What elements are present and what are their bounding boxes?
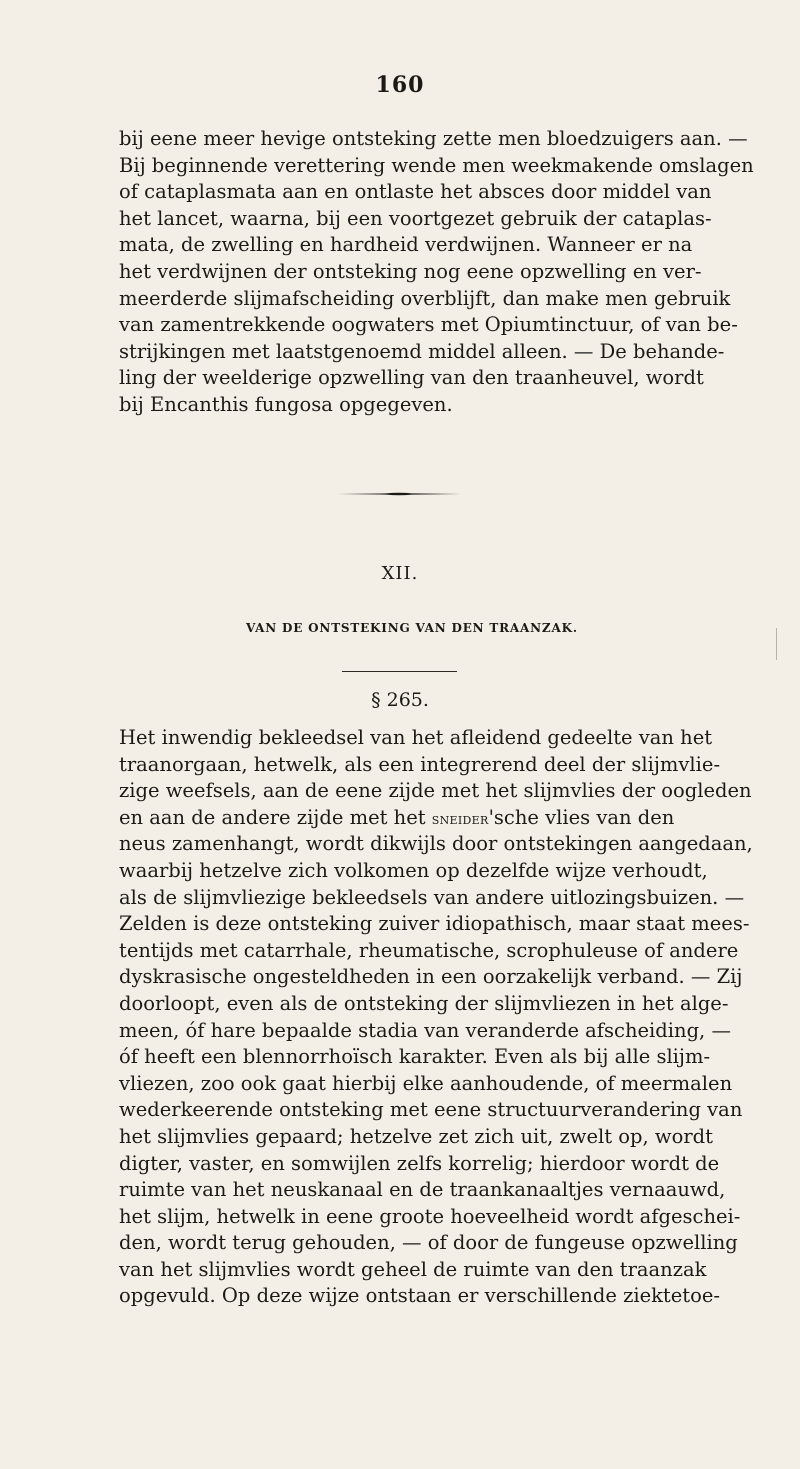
- text-line: bij eene meer hevige ontsteking zette men bloedzuigers aan. —: [119, 127, 748, 150]
- text-line: Het inwendig bekleedsel van het afleidend gedeelte van het: [119, 726, 713, 749]
- paragraph-continued: [119, 126, 787, 419]
- text-line: vliezen, zoo ook gaat hierbij elke aanhoudende, of meermalen: [119, 1071, 733, 1095]
- text-line: doorloopt, even als de ontsteking der slijmvliezen in het alge-: [119, 991, 729, 1015]
- text-line: neus zamenhangt, wordt dikwijls door ontstekingen aangedaan,: [119, 832, 753, 856]
- text-line: bij Encanthis fungosa opgegeven.: [119, 392, 453, 416]
- text-line: het slijm, hetwelk in eene groote hoeveelheid wordt afgeschei-: [119, 1204, 741, 1228]
- text-line: dyskrasische ongesteldheden in een oorzakelijk verband. — Zij: [119, 965, 743, 989]
- text-line: mata, de zwelling en hardheid verdwijnen. Wanneer er na: [119, 233, 693, 257]
- text-line: tentijds met catarrhale, rheumatische, scrophuleuse of andere: [119, 938, 739, 962]
- page-number: 160: [375, 72, 425, 98]
- text-line: ruimte van het neuskanaal en de traankanaaltjes vernaauwd,: [119, 1178, 726, 1202]
- text-line: strijkingen met laatstgenoemd middel alleen. — De behande-: [119, 339, 725, 363]
- text-line: óf heeft een blennorrhoïsch karakter. Even als bij alle slijm-: [119, 1045, 711, 1069]
- section-rule: [342, 671, 457, 672]
- text-line: den, wordt terug gehouden, — of door de fungeuse opzwelling: [119, 1231, 738, 1255]
- margin-mark: [776, 628, 777, 660]
- author-name: sneider: [431, 809, 489, 828]
- chapter-title: VAN DE ONTSTEKING VAN DEN TRAANZAK.: [246, 621, 578, 635]
- text-line: het verdwijnen der ontsteking nog eene opzwelling en ver-: [119, 259, 702, 283]
- section-paragraph: [119, 725, 787, 1310]
- text-line: meen, óf hare bepaalde stadia van veranderde afscheiding, —: [119, 1018, 731, 1042]
- text-line: Zelden is deze ontsteking zuiver idiopathisch, maar staat mees-: [119, 912, 750, 936]
- text-segment: 'sche vlies van den: [488, 805, 675, 829]
- text-line: opgevuld. Op deze wijze ontstaan er verschillende ziektetoe-: [119, 1284, 721, 1308]
- text-line: of cataplasmata aan en ontlaste het absces door middel van: [119, 180, 712, 204]
- section-number: § 265.: [371, 689, 429, 711]
- text-line: meerderde slijmafscheiding overblijft, dan make men gebruik: [119, 286, 731, 310]
- text-line: het slijmvlies gepaard; hetzelve zet zich uit, zwelt op, wordt: [119, 1124, 713, 1148]
- text-line: van zamentrekkende oogwaters met Opiumtinctuur, of van be-: [119, 313, 738, 337]
- text-line: wederkeerende ontsteking met eene structuurverandering van: [119, 1098, 743, 1122]
- ornamental-divider: [338, 492, 461, 496]
- text-segment: en aan de andere zijde met het: [119, 805, 432, 829]
- text-line: als de slijmvliezige bekleedsels van andere uitlozingsbuizen. —: [119, 885, 745, 909]
- text-line: ling der weelderige opzwelling van den traanheuvel, wordt: [119, 366, 704, 390]
- text-line: zige weefsels, aan de eene zijde met het slijmvlies der oogleden: [119, 779, 752, 803]
- text-line: digter, vaster, en somwijlen zelfs korrelig; hierdoor wordt de: [119, 1151, 720, 1175]
- text-line: [119, 805, 787, 832]
- text-line: van het slijmvlies wordt geheel de ruimte van den traanzak: [119, 1257, 707, 1281]
- text-line: Bij beginnende verettering wende men weekmakende omslagen: [119, 153, 754, 177]
- text-line: waarbij hetzelve zich volkomen op dezelfde wijze verhoudt,: [119, 858, 708, 882]
- text-line: traanorgaan, hetwelk, als een integrerend deel der slijmvlie-: [119, 752, 721, 776]
- text-line: het lancet, waarna, bij een voortgezet gebruik der cataplas-: [119, 206, 712, 230]
- chapter-number: XII.: [381, 563, 419, 584]
